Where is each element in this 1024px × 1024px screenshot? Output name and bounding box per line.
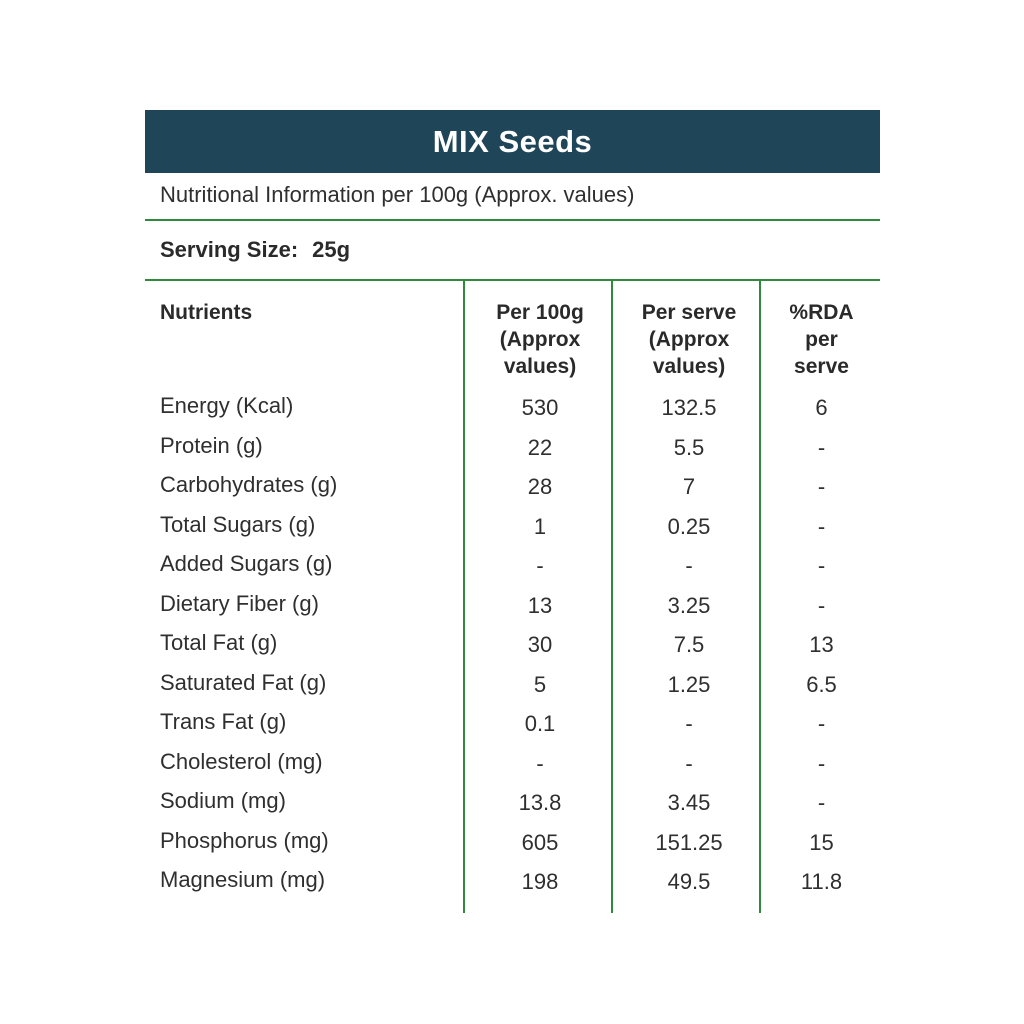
nutrient-rows <box>145 389 880 903</box>
value-per-serve: 7.5 <box>673 632 705 657</box>
value-per-serve: 1.25 <box>667 671 711 697</box>
header-per-100g <box>465 299 615 380</box>
table-row <box>145 666 880 706</box>
value-rda: 15 <box>809 829 834 855</box>
table-row <box>145 784 880 824</box>
nutrient-name: Cholesterol (mg) <box>160 748 323 774</box>
table-row <box>145 863 880 903</box>
value-per-serve: 3.45 <box>667 790 711 815</box>
table-row <box>145 547 880 587</box>
nutrient-name: Phosphorus (mg) <box>160 827 329 853</box>
value-per-100g: 0.1 <box>524 711 556 736</box>
value-per-serve: - <box>685 553 693 578</box>
header-line: (Approx <box>499 328 581 351</box>
value-rda: 13 <box>809 632 834 657</box>
header-line: per <box>805 328 838 351</box>
header-line: values) <box>503 355 577 378</box>
value-per-100g: 13 <box>527 592 553 618</box>
value-per-100g: 1 <box>533 513 547 539</box>
table-row <box>145 587 880 627</box>
nutrient-name: Sodium (mg) <box>160 788 286 813</box>
value-per-100g: - <box>536 553 544 578</box>
value-rda: - <box>817 711 826 736</box>
value-per-serve: 132.5 <box>661 395 717 420</box>
nutrient-name: Total Sugars (g) <box>160 511 316 537</box>
value-per-serve: 7 <box>682 474 696 499</box>
table-row <box>145 389 880 429</box>
nutrient-name: Magnesium (mg) <box>160 867 326 892</box>
header-line: Per 100g <box>496 301 584 324</box>
value-per-serve: - <box>685 711 693 736</box>
value-per-serve: 49.5 <box>667 869 711 894</box>
nutrient-name: Carbohydrates (g) <box>160 472 338 497</box>
serving-size-label: Serving Size: <box>160 237 299 262</box>
value-per-100g: 30 <box>527 632 553 657</box>
value-per-100g: - <box>536 750 544 776</box>
value-rda: - <box>817 474 826 499</box>
nutrition-panel <box>145 110 880 913</box>
value-per-100g: 605 <box>521 829 559 855</box>
value-rda: 6 <box>815 395 828 420</box>
value-per-serve: 3.25 <box>667 592 711 618</box>
header-line: (Approx <box>648 328 730 351</box>
value-per-serve: 0.25 <box>667 513 711 539</box>
nutrition-table <box>145 281 880 913</box>
table-row <box>145 745 880 785</box>
value-per-serve: 151.25 <box>655 829 723 855</box>
serving-size-value: 25g <box>312 237 351 262</box>
table-row <box>145 429 880 469</box>
nutrient-name: Trans Fat (g) <box>160 709 287 734</box>
header-line: serve <box>794 355 849 378</box>
nutrient-name: Added Sugars (g) <box>160 551 333 576</box>
value-per-100g: 5 <box>533 671 547 697</box>
serving-size <box>145 221 880 281</box>
value-rda: - <box>817 434 826 460</box>
value-rda: - <box>817 553 826 578</box>
table-row <box>145 626 880 666</box>
value-rda: - <box>817 592 826 618</box>
table-row <box>145 468 880 508</box>
nutrient-name: Energy (Kcal) <box>160 393 294 418</box>
table-row <box>145 508 880 548</box>
nutrition-subtitle: Nutritional Information per 100g (Approx. values) <box>145 173 880 221</box>
value-per-serve: 5.5 <box>673 434 705 460</box>
value-rda: 6.5 <box>806 671 837 697</box>
value-rda: - <box>817 750 826 776</box>
value-per-serve: - <box>685 750 693 776</box>
product-title: MIX Seeds <box>145 110 880 173</box>
header-line: values) <box>652 355 726 378</box>
value-per-100g: 198 <box>521 869 559 894</box>
nutrient-name: Saturated Fat (g) <box>160 669 327 695</box>
table-row <box>145 824 880 864</box>
value-per-100g: 530 <box>521 395 559 420</box>
nutrient-name: Dietary Fiber (g) <box>160 590 319 616</box>
header-nutrients: Nutrients <box>160 301 253 324</box>
nutrient-name: Protein (g) <box>160 432 263 458</box>
value-per-100g: 13.8 <box>518 790 562 815</box>
value-rda: - <box>817 513 826 539</box>
table-row <box>145 705 880 745</box>
value-rda: 11.8 <box>800 869 843 894</box>
value-rda: - <box>817 790 826 815</box>
header-line: %RDA <box>789 301 854 324</box>
header-line: Per serve <box>641 301 737 324</box>
nutrient-name: Total Fat (g) <box>160 630 278 655</box>
header-rda <box>763 299 880 380</box>
header-per-serve <box>615 299 763 380</box>
value-per-100g: 22 <box>527 434 553 460</box>
value-per-100g: 28 <box>527 474 553 499</box>
